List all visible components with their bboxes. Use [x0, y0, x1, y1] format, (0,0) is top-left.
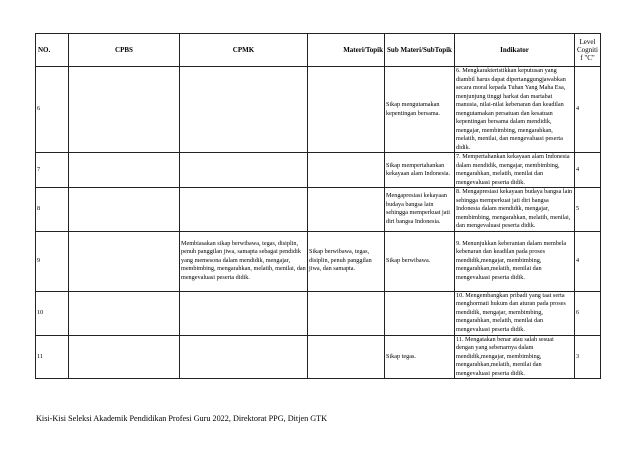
header-level: Level Cognitif "C": [575, 34, 601, 67]
header-indikator: Indikator: [455, 34, 575, 67]
cpbs-cell: [69, 153, 180, 188]
level-cell: 5: [575, 188, 601, 232]
materi-cell: [308, 67, 385, 153]
submateri-cell: Sikap berwibawa.: [385, 231, 455, 291]
submateri-cell: Mengapresiasi kekayaan budaya bangsa lain sehingga memperkuat jati diri bangsa Indonesia.: [385, 188, 455, 232]
header-submateri: Sub Materi/SubTopik: [385, 34, 455, 67]
header-materi: Materi/Topik: [308, 34, 385, 67]
level-cell: 6: [575, 291, 601, 335]
cpmk-cell: Membiasakan sikap berwibawa, tegas, disiplin, penuh panggilan jiwa, samapta sebagai pendidik yang memesona dalam mendidik, mengajar, membimbing, mengarahkan, melatih, menilai, dan mengevaluasi peserta didik.: [180, 231, 308, 291]
cpmk-cell: [180, 335, 308, 379]
header-cpmk: CPMK: [180, 34, 308, 67]
materi-cell: [308, 188, 385, 232]
header-cpbs: CPBS: [69, 34, 180, 67]
submateri-cell: Sikap mempertahankan kekayaan alam Indonesia.: [385, 153, 455, 188]
submateri-cell: [385, 291, 455, 335]
header-no: NO.: [36, 34, 69, 67]
level-cell: 3: [575, 335, 601, 379]
cpmk-cell: [180, 291, 308, 335]
indikator-cell: 9. Menunjukkan keberanian dalam membela kebenaran dan keadilan pada proses mendidik,mengajar, membimbing, mengarahkan,melatih, menilai dan mengevaluasi peserta didik.: [455, 231, 575, 291]
row-number: 10: [36, 291, 69, 335]
materi-cell: [308, 153, 385, 188]
cpmk-cell: [180, 67, 308, 153]
level-cell: 4: [575, 67, 601, 153]
indikator-cell: 6. Mengkarakteristikkan keputusan yang diambil harus dapat dipertanggungjawabkan secara moral kepada Tuhan Yang Maha Esa, menjunjung tinggi harkat dan martabat manusia, nilai-nilai kebenaran dan keadilan mengutamakan persatuan dan kesatuan kepentingan bersama dalam mendidik, mengajar, membimbing, mengarahkan, melatih, menilai, dan mengevaluasi peserta didik.: [455, 67, 575, 153]
cpbs-cell: [69, 335, 180, 379]
indikator-cell: 10. Mengembangkan pribadi yang taat serta menghormati hukum dan aturan pada proses mendidik, mengajar, membimbing, mengarahkan, melatih, menilai dan mengevaluasi peserta didik.: [455, 291, 575, 335]
row-number: 6: [36, 67, 69, 153]
cpbs-cell: [69, 67, 180, 153]
table-row: [36, 188, 601, 232]
materi-cell: [308, 291, 385, 335]
page-footer: Kisi-Kisi Seleksi Akademik Pendidikan Profesi Guru 2022, Direktorat PPG, Ditjen GTK: [36, 414, 328, 423]
table-row: [36, 153, 601, 188]
table-row: [36, 291, 601, 335]
submateri-cell: Sikap mengutamakan kepentingan bersama.: [385, 67, 455, 153]
cpbs-cell: [69, 291, 180, 335]
indikator-cell: 8. Mengapresiasi kekayaan budaya bangsa lain sehingga memperkuat jati diri bangsa Indonesia dalam mendidik, mengajar, membimbing, mengarahkan, melatih, menilai, dan mengevaluasi peserta didik.: [455, 188, 575, 232]
cpmk-cell: [180, 188, 308, 232]
table-row: [36, 335, 601, 379]
level-cell: 4: [575, 231, 601, 291]
row-number: 7: [36, 153, 69, 188]
cpbs-cell: [69, 188, 180, 232]
row-number: 8: [36, 188, 69, 232]
row-number: 11: [36, 335, 69, 379]
indikator-cell: 7. Mempertahankan kekayaan alam Indonesia dalam mendidik, mengajar, membimbing, mengarahkan, melatih, menilai dan mengevaluasi peserta didik.: [455, 153, 575, 188]
cpbs-cell: [69, 231, 180, 291]
level-cell: 4: [575, 153, 601, 188]
submateri-cell: Sikap tegas.: [385, 335, 455, 379]
table-header-row: [36, 34, 601, 67]
table-row: [36, 231, 601, 291]
cpmk-cell: [180, 153, 308, 188]
indikator-cell: 11. Mengatakan benar atau salah sesuai dengan yang sebenarnya dalam mendidik,mengajar, membimbing, mengarahkan,melatih, menilai dan mengevaluasi peserta didik.: [455, 335, 575, 379]
row-number: 9: [36, 231, 69, 291]
materi-cell: [308, 335, 385, 379]
table-row: [36, 67, 601, 153]
kisi-kisi-table: [35, 33, 601, 379]
materi-cell: Sikap berwibawa, tegas, disiplin, penuh panggilan jiwa, dan samapta.: [308, 231, 385, 291]
